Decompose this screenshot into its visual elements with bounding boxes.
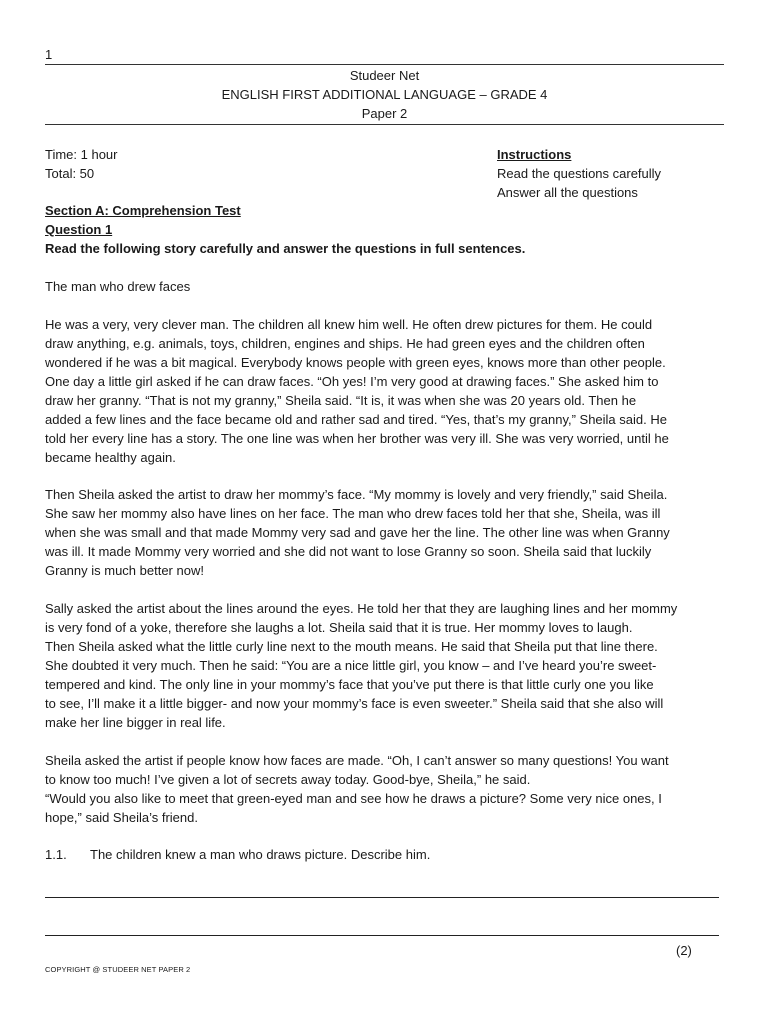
total-label: Total: 50	[45, 166, 95, 181]
instructions-heading: Instructions	[497, 147, 572, 162]
question-item	[45, 845, 430, 864]
story-paragraph	[45, 751, 735, 827]
section-directive: Read the following story carefully and answer the questions in full sentences.	[45, 241, 526, 256]
story-paragraph	[45, 485, 735, 580]
story-line: Sheila asked the artist if people know how faces are made. “Oh, I can’t answer so many questions! You want	[45, 753, 669, 768]
question-text: The children knew a man who draws picture. Describe him.	[90, 847, 431, 862]
story-line: to see, I’ll make it a little bigger- and now your mommy’s face is even sweeter.” Sheila said that she also will	[45, 696, 664, 711]
page-number: 1	[45, 47, 53, 62]
story-line: She doubted it very much. Then he said: “You are a nice little girl, you know – and I’ve heard you’re sweet-	[45, 658, 657, 673]
subject-title: ENGLISH FIRST ADDITIONAL LANGUAGE – GRADE 4	[221, 87, 548, 102]
story-line: is very fond of a yoke, therefore she laughs a lot. Sheila said that it is true. Her mommy loves to laugh.	[45, 620, 633, 635]
question-heading: Question 1	[45, 222, 113, 237]
story-line: wondered if he was a bit magical. Everybody knows people with green eyes, knows more than other people.	[45, 355, 666, 370]
story-line: “Would you also like to meet that green-eyed man and see how he draws a picture? Some very nice ones, I	[45, 791, 662, 806]
instruction-item: Read the questions carefully	[497, 166, 662, 181]
story-line: hope,” said Sheila’s friend.	[45, 810, 198, 825]
story-line: added a few lines and the face became old and rather sad and tired. “Yes, that’s my granny,” Sheila said. He	[45, 412, 667, 427]
story-line: tempered and kind. The only line in your mommy’s face that you’ve put there is that little curly one you like	[45, 677, 654, 692]
paper-label: Paper 2	[361, 106, 408, 121]
story-line: Then Sheila asked what the little curly line next to the mouth means. He said that Sheila put that line there.	[45, 639, 658, 654]
instruction-item: Answer all the questions	[497, 185, 638, 200]
story-line: make her line bigger in real life.	[45, 715, 226, 730]
copyright-footer: COPYRIGHT @ STUDEER NET PAPER 2	[45, 965, 191, 974]
story-line: He was a very, very clever man. The children all knew him well. He often drew pictures for them. He could	[45, 317, 653, 332]
story-line: She saw her mommy also have lines on her face. The man who drew faces told her that she, Sheila, was ill	[45, 506, 661, 521]
answer-line[interactable]	[45, 897, 719, 898]
story-title: The man who drew faces	[45, 279, 191, 294]
exam-info	[45, 145, 118, 183]
story-line: Sally asked the artist about the lines around the eyes. He told her that they are laughing lines and her mommy	[45, 601, 678, 616]
story-line: became healthy again.	[45, 450, 176, 465]
story-line: Then Sheila asked the artist to draw her mommy’s face. “My mommy is lovely and very friendly,” said Sheila.	[45, 487, 668, 502]
question-number: 1.1.	[45, 847, 67, 862]
story-line: to know too much! I’ve given a lot of secrets away today. Good-bye, Sheila,” he said.	[45, 772, 531, 787]
answer-line[interactable]	[45, 935, 719, 936]
header-bottom-rule	[45, 124, 724, 125]
header-top-rule	[45, 64, 724, 65]
story-line: One day a little girl asked if he can draw faces. “Oh yes! I’m very good at drawing faces.” She asked him to	[45, 374, 659, 389]
document-header	[45, 66, 724, 123]
story-line: Granny is much better now!	[45, 563, 204, 578]
time-label: Time: 1 hour	[45, 147, 118, 162]
story-paragraph	[45, 315, 735, 467]
org-name: Studeer Net	[349, 68, 420, 83]
story-line: draw her granny. “That is not my granny,” Sheila said. “It is, it was when she was 20 years old. Then he	[45, 393, 637, 408]
instructions-block	[497, 145, 661, 202]
story-line: draw anything, e.g. animals, toys, children, engines and ships. He had green eyes and the children often	[45, 336, 645, 351]
story-paragraph	[45, 599, 735, 732]
section-block	[45, 201, 735, 258]
marks-label: (2)	[676, 943, 692, 958]
story-line: was ill. It made Mommy very worried and she did not want to lose Granny so soon. Sheila said that luckily	[45, 544, 652, 559]
story-line: when she was small and that made Mommy very sad and gave her the line. The other line was when Granny	[45, 525, 670, 540]
story-line: told her every line has a story. The one line was when her brother was very ill. She was very worried, until he	[45, 431, 669, 446]
section-title: Section A: Comprehension Test	[45, 203, 241, 218]
